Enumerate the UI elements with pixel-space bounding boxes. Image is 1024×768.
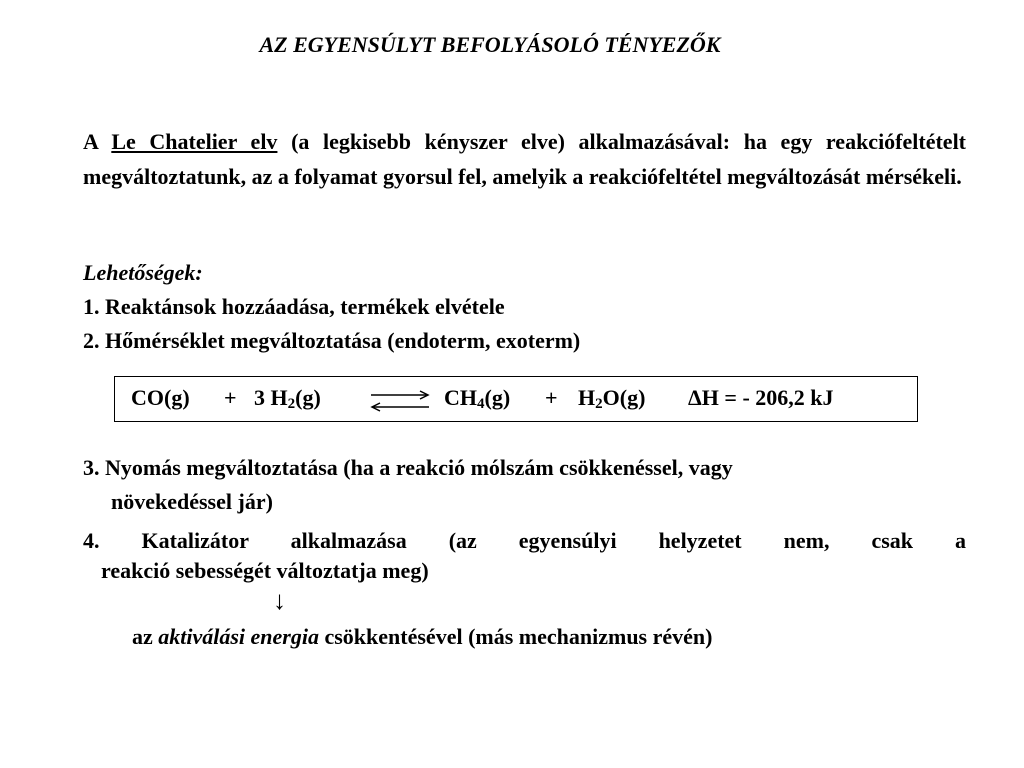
final-suffix: csökkentésével (más mechanizmus révén) xyxy=(324,624,713,649)
h2o-base: H xyxy=(578,385,596,410)
equation-reactant-co: CO(g) xyxy=(131,385,190,410)
final-prefix: az xyxy=(132,624,153,649)
equilibrium-arrows-icon xyxy=(367,386,433,414)
intro-rest: (a legkisebb kényszer elve) alkalmazásával: ha egy reakciófeltételt megváltoztatunk, az a folyamat gyorsul fel, amelyik a reakciófeltétel megváltozását mérsékeli. xyxy=(83,129,967,189)
down-arrow-icon: ↓ xyxy=(273,586,286,615)
options-heading: Lehetőségek: xyxy=(83,260,203,285)
equation-plus-2: + xyxy=(545,385,558,410)
delta-symbol: Δ xyxy=(688,385,702,410)
ch4-sub: 4 xyxy=(477,396,485,412)
option-2: 2. Hőmérséklet megváltoztatása (endoterm, exoterm) xyxy=(83,328,581,353)
h2-coef: 3 H xyxy=(254,385,288,410)
activation-energy-term: aktiválási energia xyxy=(158,624,319,649)
option-4: 4. Katalizátor alkalmazása (az egyensúlyi helyzetet nem, csak a xyxy=(83,528,966,553)
h2o-rest: O(g) xyxy=(602,385,646,410)
equation-product-h2o xyxy=(578,385,645,411)
option-4-continued: reakció sebességét változtatja meg) xyxy=(101,558,429,583)
h2-sub: 2 xyxy=(287,396,296,412)
option-1: 1. Reaktánsok hozzáadása, termékek elvétele xyxy=(83,294,505,319)
slide-title: AZ EGYENSÚLYT BEFOLYÁSOLÓ TÉNYEZŐK xyxy=(259,32,721,57)
option-3-continued: növekedéssel jár) xyxy=(111,489,273,514)
ch4-base: CH xyxy=(444,385,477,410)
h2-state: (g) xyxy=(295,385,321,410)
le-chatelier-term: Le Chatelier elv xyxy=(111,129,278,154)
equation-plus-1: + xyxy=(224,385,237,410)
equation-reactant-h2 xyxy=(254,385,321,411)
equation-product-ch4 xyxy=(444,385,510,411)
ch4-state: (g) xyxy=(484,385,511,410)
activation-energy-line xyxy=(132,624,712,650)
equation-enthalpy xyxy=(688,385,834,411)
intro-paragraph xyxy=(83,124,966,194)
intro-prefix: A xyxy=(83,129,98,154)
h2o-sub: 2 xyxy=(595,396,603,412)
enthalpy-value: H = - 206,2 kJ xyxy=(701,385,834,410)
option-3: 3. Nyomás megváltoztatása (ha a reakció mólszám csökkenéssel, vagy xyxy=(83,455,733,480)
